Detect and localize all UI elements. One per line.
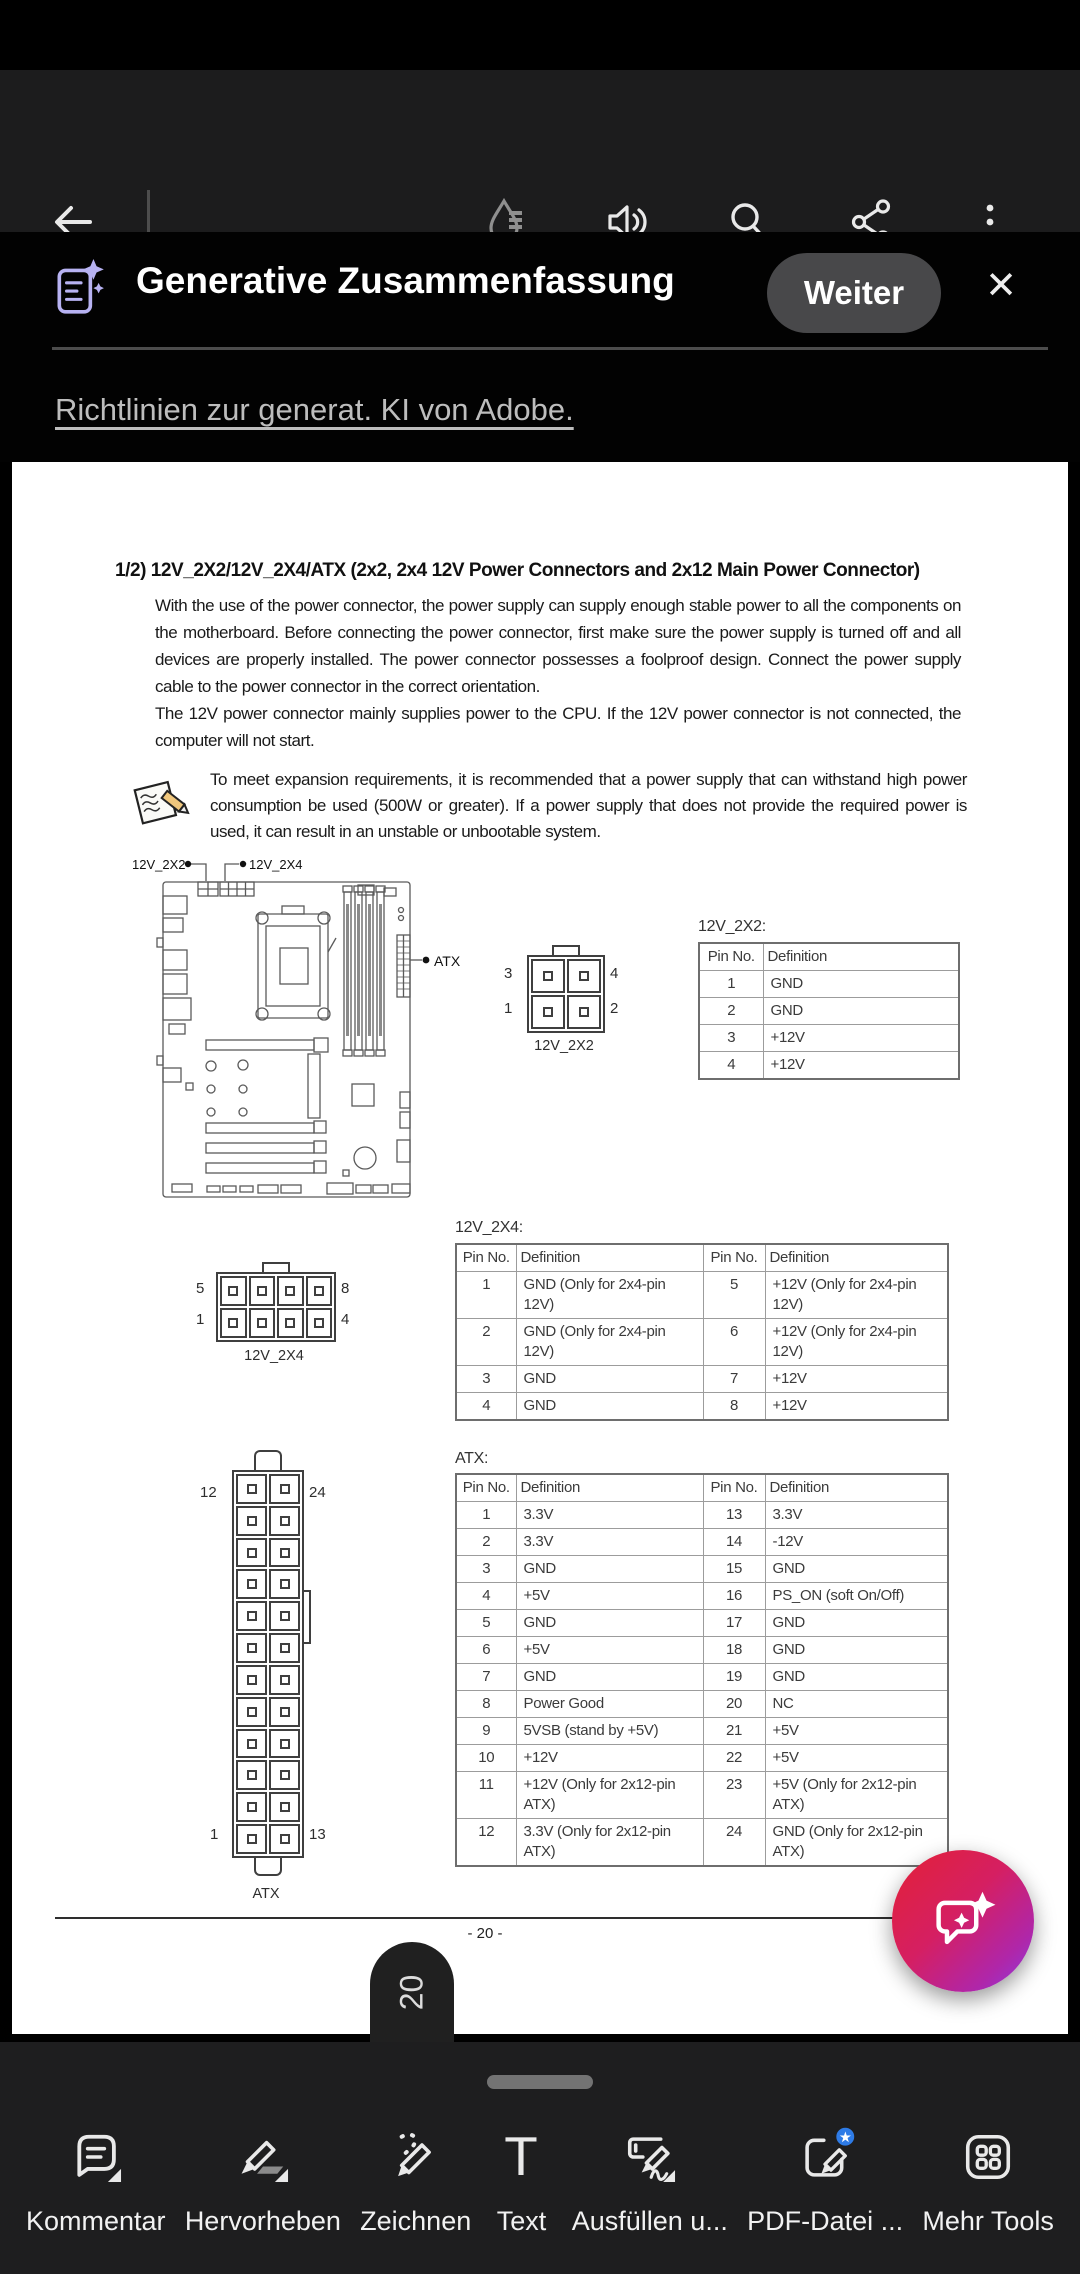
note-icon xyxy=(132,768,194,828)
pin-table-atx xyxy=(455,1473,949,1867)
tool-zeichnen[interactable] xyxy=(360,2126,471,2237)
pin-table-12v-2x4 xyxy=(455,1243,949,1421)
connector-pin xyxy=(567,995,601,1029)
table-cell: 2 xyxy=(456,1319,516,1366)
table-row xyxy=(699,1025,959,1052)
table-cell: 8 xyxy=(456,1691,516,1718)
table-cell: 2 xyxy=(699,998,763,1025)
table-cell: 18 xyxy=(703,1637,765,1664)
table-cell: +5V (Only for 2x12-pin ATX) xyxy=(765,1772,948,1819)
table-cell: +5V xyxy=(765,1745,948,1772)
table-cell: GND (Only for 2x12-pin ATX) xyxy=(765,1819,948,1867)
table-cell: GND xyxy=(516,1610,703,1637)
connector-pin xyxy=(236,1697,267,1727)
generative-summary-icon xyxy=(55,258,105,318)
table-cell: GND xyxy=(763,998,959,1025)
tool-label: PDF-Datei ... xyxy=(747,2206,904,2236)
table-cell: 23 xyxy=(703,1772,765,1819)
comment-icon xyxy=(65,2126,127,2188)
pin-label: 13 xyxy=(309,1826,326,1843)
table-cell: 7 xyxy=(456,1664,516,1691)
table-cell: PS_ON (soft On/Off) xyxy=(765,1583,948,1610)
pin-label: 1 xyxy=(196,1311,205,1328)
table-cell: GND (Only for 2x4-pin 12V) xyxy=(516,1319,703,1366)
pdf-page xyxy=(12,462,1068,2034)
board-label-12v-2x2: 12V_2X2 xyxy=(132,857,186,872)
table-row xyxy=(699,1052,959,1080)
note-text: To meet expansion requirements, it is recommended that a power supply that can withstand high power consumption be used (500W or greater). If a power supply that does not provide the required power is used, it can result in an unstable or unbootable system. xyxy=(210,770,967,841)
connector-pin xyxy=(236,1601,267,1631)
table-row xyxy=(456,1319,948,1366)
connector-12v-2x2 xyxy=(527,955,605,1033)
table-cell: 3.3V xyxy=(516,1502,703,1529)
table-cell: 21 xyxy=(703,1718,765,1745)
table-cell: NC xyxy=(765,1691,948,1718)
connector-pin xyxy=(277,1276,304,1306)
table-row xyxy=(456,1691,948,1718)
connector-pin xyxy=(236,1569,267,1599)
table-cell: 1 xyxy=(699,971,763,998)
more-tools-icon xyxy=(957,2126,1019,2188)
page-footer: - 20 - xyxy=(467,1925,503,1942)
tool-label: Ausfüllen u... xyxy=(571,2206,728,2236)
table-row xyxy=(456,1393,948,1421)
connector-pin xyxy=(269,1506,300,1536)
connector-pin xyxy=(269,1697,300,1727)
table-cell: 3.3V (Only for 2x12-pin ATX) xyxy=(516,1819,703,1867)
board-label-atx: ATX xyxy=(434,953,461,969)
column-header: Definition xyxy=(765,1244,948,1272)
table-row xyxy=(456,1745,948,1772)
table-cell: 4 xyxy=(456,1393,516,1421)
table-cell: GND xyxy=(763,971,959,998)
table-cell: 10 xyxy=(456,1745,516,1772)
connector-pin xyxy=(236,1538,267,1568)
pin-label: 3 xyxy=(504,965,513,982)
connector-pin xyxy=(236,1792,267,1822)
connector-pin xyxy=(236,1665,267,1695)
table-cell: GND (Only for 2x4-pin 12V) xyxy=(516,1272,703,1319)
connector-pin xyxy=(269,1538,300,1568)
connector-caption: 12V_2X2 xyxy=(534,1038,594,1054)
table-cell: GND xyxy=(516,1556,703,1583)
highlight-icon xyxy=(232,2126,294,2188)
footer-rule xyxy=(55,1917,1027,1919)
connector-12v-2x4 xyxy=(216,1272,336,1342)
tool-hervorheben[interactable] xyxy=(185,2126,341,2237)
connector-pin xyxy=(236,1824,267,1854)
table-cell: 5VSB (stand by +5V) xyxy=(516,1718,703,1745)
motherboard-diagram xyxy=(112,852,472,1210)
table-cell: 4 xyxy=(699,1052,763,1080)
table-cell: GND xyxy=(516,1393,703,1421)
table-cell: 3 xyxy=(456,1556,516,1583)
table-row xyxy=(456,1583,948,1610)
pin-label: 8 xyxy=(341,1280,350,1297)
column-header: Definition xyxy=(763,943,959,971)
table-row xyxy=(456,1819,948,1867)
column-header: Definition xyxy=(516,1474,703,1502)
draw-icon xyxy=(385,2126,447,2188)
connector-pin xyxy=(220,1276,247,1306)
table-cell: GND xyxy=(765,1556,948,1583)
table-row xyxy=(456,1637,948,1664)
tool-label: Text xyxy=(496,2206,547,2236)
connector-pin xyxy=(531,995,565,1029)
connector-pin xyxy=(249,1308,276,1338)
connector-pin xyxy=(567,959,601,993)
connector-pin xyxy=(236,1474,267,1504)
table-row xyxy=(456,1502,948,1529)
connector-caption: ATX xyxy=(252,1886,280,1902)
pin-label: 24 xyxy=(309,1484,326,1501)
column-header: Pin No. xyxy=(456,1474,516,1502)
svg-text:T: T xyxy=(504,2126,539,2187)
table-cell: 1 xyxy=(456,1272,516,1319)
paragraph: The 12V power connector mainly supplies power to the CPU. If the 12V power connector is not connected, the computer will not start. xyxy=(155,704,961,750)
connector-pin xyxy=(531,959,565,993)
pin-label: 12 xyxy=(200,1484,217,1501)
pin-table-12v-2x2 xyxy=(698,942,960,1080)
table-row xyxy=(456,1556,948,1583)
table-cell: +12V (Only for 2x4-pin 12V) xyxy=(765,1319,948,1366)
table-cell: 7 xyxy=(703,1366,765,1393)
table-row xyxy=(456,1366,948,1393)
table-row xyxy=(456,1664,948,1691)
tool-label: Hervorheben xyxy=(184,2206,341,2236)
banner-title: Generative Zusammenfassung xyxy=(136,260,675,301)
weiter-button[interactable]: Weiter xyxy=(767,253,941,333)
table-cell: 24 xyxy=(703,1819,765,1867)
tool-label: Mehr Tools xyxy=(922,2206,1054,2236)
table-cell: 11 xyxy=(456,1772,516,1819)
table-cell: +12V xyxy=(763,1052,959,1080)
connector-pin xyxy=(236,1729,267,1759)
pin-label: 1 xyxy=(210,1826,219,1843)
table-header-row xyxy=(456,1474,948,1502)
table-header-row xyxy=(456,1244,948,1272)
table-cell: 17 xyxy=(703,1610,765,1637)
table-cell: 5 xyxy=(456,1610,516,1637)
table-cell: +5V xyxy=(765,1718,948,1745)
banner-divider xyxy=(52,347,1048,350)
connector-atx xyxy=(232,1470,304,1858)
connector-caption: 12V_2X4 xyxy=(244,1348,304,1364)
table-cell: 9 xyxy=(456,1718,516,1745)
connector-pin xyxy=(249,1276,276,1306)
table-cell: +12V xyxy=(765,1366,948,1393)
connector-pin xyxy=(269,1665,300,1695)
table-cell: 8 xyxy=(703,1393,765,1421)
table-cell: GND xyxy=(765,1610,948,1637)
pin-label: 2 xyxy=(610,1000,619,1017)
connector-pin xyxy=(269,1474,300,1504)
table-cell: 3 xyxy=(456,1366,516,1393)
table-row xyxy=(456,1272,948,1319)
connector-pin xyxy=(269,1824,300,1854)
tool-label: Zeichnen xyxy=(360,2206,472,2236)
column-header: Definition xyxy=(516,1244,703,1272)
table-cell: GND xyxy=(516,1366,703,1393)
column-header: Definition xyxy=(765,1474,948,1502)
table-header-row xyxy=(699,943,959,971)
connector-pin xyxy=(236,1506,267,1536)
table-cell: 4 xyxy=(456,1583,516,1610)
table-cell: +12V xyxy=(765,1393,948,1421)
table-cell: 16 xyxy=(703,1583,765,1610)
connector-pin xyxy=(269,1633,300,1663)
top-toolbar xyxy=(0,70,1080,232)
connector-pin xyxy=(306,1276,333,1306)
connector-pin xyxy=(269,1601,300,1631)
column-header: Pin No. xyxy=(456,1244,516,1272)
table-cell: 1 xyxy=(456,1502,516,1529)
connector-pin xyxy=(220,1308,247,1338)
table-cell: 22 xyxy=(703,1745,765,1772)
table-row xyxy=(699,998,959,1025)
drag-handle[interactable] xyxy=(487,2075,593,2089)
table-label: 12V_2X2: xyxy=(698,918,766,935)
table-cell: 15 xyxy=(703,1556,765,1583)
table-cell: 3.3V xyxy=(516,1529,703,1556)
fill-sign-icon xyxy=(619,2126,681,2188)
table-cell: +12V (Only for 2x4-pin 12V) xyxy=(765,1272,948,1319)
table-cell: 3.3V xyxy=(765,1502,948,1529)
table-cell: 6 xyxy=(703,1319,765,1366)
table-label: ATX: xyxy=(455,1450,489,1467)
connector-pin xyxy=(269,1792,300,1822)
table-cell: 5 xyxy=(703,1272,765,1319)
bottom-tool-sheet xyxy=(0,2042,1080,2274)
connector-pin xyxy=(236,1760,267,1790)
connector-pin xyxy=(269,1729,300,1759)
table-cell: +12V (Only for 2x12-pin ATX) xyxy=(516,1772,703,1819)
pin-label: 4 xyxy=(610,965,619,982)
page-indicator-number: 20 xyxy=(393,1974,430,2010)
close-icon[interactable]: ✕ xyxy=(985,264,1017,307)
section-heading: 1/2) 12V_2X2/12V_2X4/ATX (2x2, 2x4 12V Power Connectors and 2x12 Main Power Connector) xyxy=(115,560,920,581)
table-cell: 20 xyxy=(703,1691,765,1718)
paragraph: With the use of the power connector, the power supply can supply enough stable power to all the components on the motherboard. Before connecting the power connector, first make sure the power supply is turned off and all devices are properly installed. The power connector possesses a foolproof design. Connect the power supply cable to the power connector in the correct orientation. xyxy=(155,596,961,696)
pin-label: 4 xyxy=(341,1311,350,1328)
table-cell: 14 xyxy=(703,1529,765,1556)
table-row xyxy=(456,1610,948,1637)
ai-assistant-chat-icon xyxy=(924,1882,1002,1960)
tool-label: Kommentar xyxy=(26,2206,166,2236)
body-text xyxy=(155,592,961,754)
board-label-12v-2x4: 12V_2X4 xyxy=(249,857,303,872)
table-cell: 19 xyxy=(703,1664,765,1691)
tool-ausfuellen[interactable] xyxy=(572,2126,728,2237)
connector-pin xyxy=(277,1308,304,1338)
table-cell: Power Good xyxy=(516,1691,703,1718)
table-cell: 6 xyxy=(456,1637,516,1664)
table-row xyxy=(456,1772,948,1819)
column-header: Pin No. xyxy=(703,1474,765,1502)
tool-mehr-tools[interactable] xyxy=(922,2126,1054,2237)
connector-pin xyxy=(236,1633,267,1663)
table-cell: 12 xyxy=(456,1819,516,1867)
connector-pin xyxy=(306,1308,333,1338)
table-cell: 13 xyxy=(703,1502,765,1529)
tool-pdf-datei[interactable] xyxy=(747,2126,903,2237)
pin-label: 5 xyxy=(196,1280,205,1297)
ai-assistant-fab[interactable] xyxy=(892,1850,1034,1992)
svg-text:★: ★ xyxy=(838,2130,852,2147)
edit-pdf-icon xyxy=(794,2126,856,2188)
tools-row xyxy=(26,2126,1054,2237)
text-icon xyxy=(490,2126,552,2188)
table-label: 12V_2X4: xyxy=(455,1219,523,1236)
column-header: Pin No. xyxy=(699,943,763,971)
pin-label: 1 xyxy=(504,1000,513,1017)
table-cell: 2 xyxy=(456,1529,516,1556)
table-row xyxy=(456,1718,948,1745)
table-cell: GND xyxy=(765,1637,948,1664)
table-cell: -12V xyxy=(765,1529,948,1556)
connector-pin xyxy=(269,1569,300,1599)
table-row xyxy=(699,971,959,998)
connector-pin xyxy=(269,1760,300,1790)
tool-text[interactable] xyxy=(490,2126,552,2237)
table-cell: +5V xyxy=(516,1637,703,1664)
tool-kommentar[interactable] xyxy=(26,2126,166,2237)
table-cell: +12V xyxy=(516,1745,703,1772)
page-indicator[interactable] xyxy=(370,1942,454,2042)
table-cell: +12V xyxy=(763,1025,959,1052)
table-cell: GND xyxy=(516,1664,703,1691)
ai-guidelines-link[interactable]: Richtlinien zur generat. KI von Adobe. xyxy=(55,392,574,427)
table-cell: +5V xyxy=(516,1583,703,1610)
table-row xyxy=(456,1529,948,1556)
table-cell: 3 xyxy=(699,1025,763,1052)
status-bar xyxy=(0,0,1080,70)
column-header: Pin No. xyxy=(703,1244,765,1272)
table-cell: GND xyxy=(765,1664,948,1691)
